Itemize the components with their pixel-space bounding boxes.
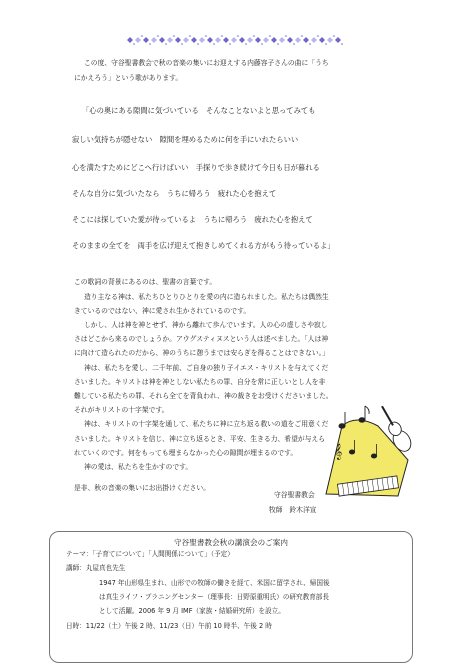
lyric-line-1: 「心の奥にある隙間に気づいている そんなことないよと思ってみても [82,106,316,115]
ornament-dot [229,43,231,45]
ornament-dot [293,43,295,45]
ornament-diamond [223,37,229,43]
lyric-line-2: 寂しい気持ちが隠せない 隙間を埋めるために何を手にいれたらいい [72,135,299,144]
ornament-dot [341,43,343,45]
body-line-8: さいました。キリストは神を神としない私たちの罪、自分を常に正しいとし人を非 [74,378,326,386]
announcement-title: 守谷聖書教会秋の講演会のご案内 [174,538,288,547]
ornament-dot [237,35,239,37]
ornament-dot [277,43,279,45]
body-line-3: きているのではない、神に愛され生かされているのです。 [74,307,251,315]
ornament-diamond [279,37,285,43]
ornament-diamond [159,37,165,43]
body-line-5: さはどこから来るのでしょうか。アウグスティヌスという人は述べました。「人は神 [74,335,329,343]
lyric-line-6: そのままの全てを 両手を広げ迎えて抱きしめてくれる方がもう待っているよ」 [72,241,335,250]
ornament-dot [325,43,327,45]
ornament-diamond [127,37,133,43]
ornament-diamond [327,37,333,43]
ornament-dot [269,35,271,37]
ornament-diamond [207,37,213,43]
ornament-dot [317,35,319,37]
ornament-diamond [135,37,141,43]
ornament-diamond [215,37,221,43]
ornament-diamond [319,37,325,43]
ornament-dot [213,43,215,45]
ornament-dot [221,35,223,37]
announcement-bio-1: 1947 年山形県生まれ、山形での牧師の働きを経て、米国に留学され、帰国後 [99,579,330,587]
ornament-diamond [175,37,181,43]
ornament-dot [333,35,335,37]
announcement-datetime: 日時：11/22（土）午後 2 時、11/23（日）午前 10 時半、午後 2 時 [66,622,272,630]
body-line-12: さいました。キリストを信じ、神に立ち返るとき、平安、生きる力、希望が与えら [74,435,326,443]
ornament-diamond [231,37,237,43]
announcement-theme: テーマ：「子育てについて」「人間関係について」（予定） [66,550,234,558]
intro-line-1: この度、守谷聖書教会で秋の音楽の集いにお迎えする内藤容子さんの曲に「うち [84,59,329,67]
ornament-dot [205,35,207,37]
ornament-diamond [271,37,277,43]
ornament-diamond [247,37,253,43]
announcement-bio-2: は真生ライフ・プラニングセンター（理事長：日野原重明氏）の研究教育部長 [99,593,329,601]
ornament-dot [245,43,247,45]
music-illustration [312,396,424,508]
signature-church: 守谷聖書教会 [274,491,315,499]
ornament-diamond [295,37,301,43]
ornament-dot [197,43,199,45]
ornament-dot [285,35,287,37]
ornament-dot [309,43,311,45]
body-line-14: 神の愛は、私たちを生かすのです。 [84,463,193,471]
ornament-diamond [199,37,205,43]
announcement-box [49,531,413,663]
body-line-2: 造り主なる神は、私たちひとりひとりを愛の内に造られました。私たちは偶然生 [84,293,329,301]
ornament-diamond [143,37,149,43]
ornament-diamond [239,37,245,43]
announcement-bio-3: として活躍。2006 年 9 月 IMF（家族・結婚研究所）を設立。 [99,607,285,615]
body-line-7: 神は、私たちを愛し、二千年前、ご自身の独り子イエス・キリストを与えてくだ [84,364,329,372]
ornament-dot [253,35,255,37]
ornament-diamond [151,37,157,43]
svg-text:𝄞: 𝄞 [334,444,343,460]
ornament-diamond [183,37,189,43]
body-line-9: 難している私たちの罪、それら全てを背負われ、神の裁きをお受けくださいました。 [74,392,333,400]
ornament-diamond [303,37,309,43]
ornament-dot [173,35,175,37]
ornament-diamond [263,37,269,43]
body-line-13: れていくのです。何をもっても埋まらなかった心の隙間が埋まるのです。 [74,449,298,457]
ornament-dot [181,43,183,45]
ornament-diamond [287,37,293,43]
lyric-line-4: そんな自分に気づいたなら うちに帰ろう 疲れた心を抱えて [72,189,277,198]
body-line-1: この歌詞の背景にあるのは、聖書の言葉です。 [74,278,217,286]
body-line-6: に向けて造られたのだから、神のうちに憩うまでは安らぎを得ることはできない。」 [74,349,329,357]
ornament-dot [141,35,143,37]
lyric-line-5: そこには探していた愛が待っているよ うちに帰ろう 疲れた心を抱えて [72,215,313,224]
body-line-11: 神は、キリストの十字架を通して、私たちに神に立ち返る救いの道をご用意くだ [84,420,329,428]
body-line-16: 是非、秋の音楽の集いにお出掛けください。 [74,484,210,492]
ornament-diamond [191,37,197,43]
ornament-border [126,33,344,47]
body-line-4: しかし、人は神を神とせず、神から離れて歩んでいます。人の心の虚しさや寂し [84,321,328,329]
intro-line-2: にかえろう」という歌があります。 [74,74,183,82]
ornament-dot [301,35,303,37]
ornament-diamond [167,37,173,43]
ornament-dot [261,43,263,45]
ornament-diamond [335,37,341,43]
ornament-diamond [311,37,317,43]
body-line-10: それがキリストの十字架です。 [74,406,169,414]
ornament-dot [165,43,167,45]
ornament-dot [149,43,151,45]
ornament-dot [133,43,135,45]
ornament-dot [189,35,191,37]
announcement-speaker: 講師：丸屋真也先生 [66,564,126,572]
ornament-dot [157,35,159,37]
ornament-diamond [255,37,261,43]
lyric-line-3: 心を満たすためにどこへ行けばいい 手探りで歩き続けて今日も日が暮れる [72,163,320,172]
signature-pastor: 牧師 鈴木洋宣 [269,506,317,514]
